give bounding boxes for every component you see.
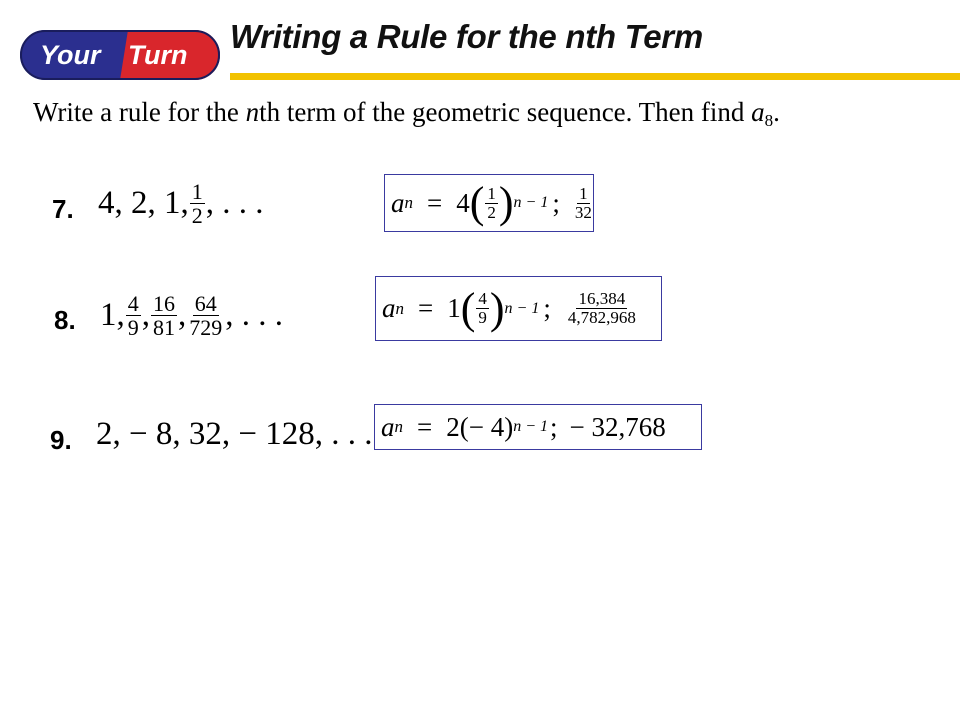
problem-7-sequence: 4, 2, 1, $\frac{1}{2}$ , . . . xyxy=(98,179,264,229)
title-underline xyxy=(230,73,960,80)
problem-8-answer: a n = 1 ( $\frac{4}{9}$ ) n − 1 ; $\frac{16,384}{4,782,968}$ xyxy=(375,276,662,341)
badge-your-text: Your xyxy=(40,40,101,70)
problem-8-sequence: 1, $\frac{4}{9}$ , $\frac{16}{81}$ , $\frac{64}{729}$ , . . . xyxy=(100,291,283,341)
problem-7-answer: a n = 4 ( $\frac{1}{2}$ ) n − 1 ; $\frac{1}{32}$ xyxy=(384,174,594,232)
instruction-text: Write a rule for the nth term of the geometric sequence. Then find $a_8$. xyxy=(33,97,780,130)
page-title: Writing a Rule for the nth Term xyxy=(230,18,703,55)
badge-turn-text: Turn xyxy=(128,40,188,70)
problem-9-answer: a n = 2(− 4) n − 1 ; − 32,768 xyxy=(374,404,702,450)
problem-7-number: 7. xyxy=(52,194,74,224)
problem-9-sequence: 2, − 8, 32, − 128, . . . xyxy=(96,416,373,452)
problem-8-number: 8. xyxy=(54,305,76,335)
problem-9-number: 9. xyxy=(50,425,72,455)
your-turn-badge xyxy=(20,30,220,80)
